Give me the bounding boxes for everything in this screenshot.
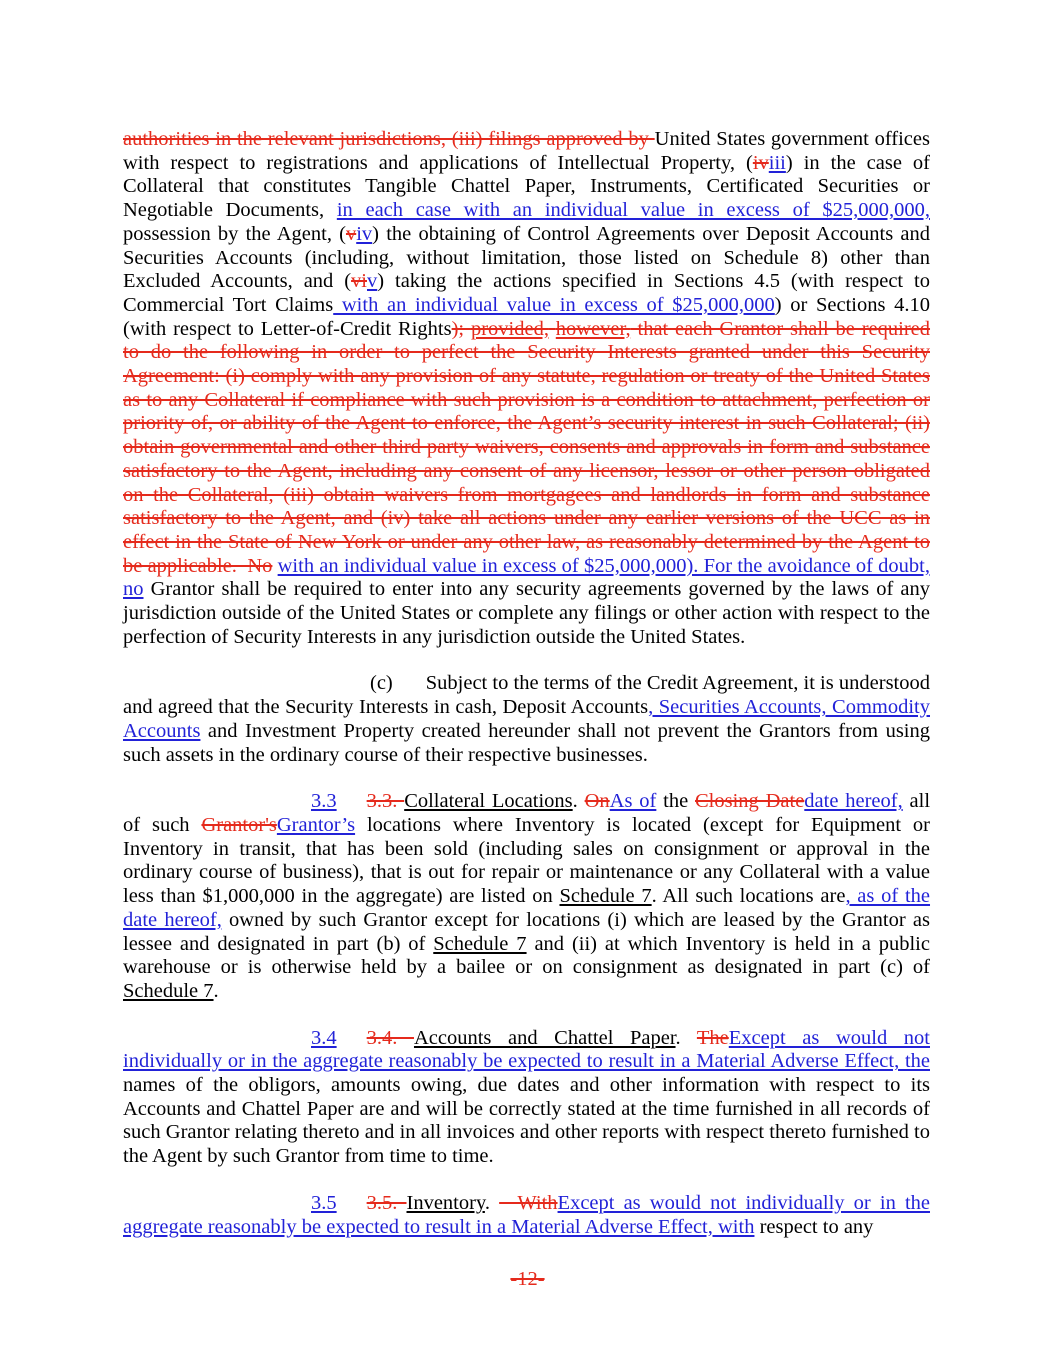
paragraph-perfection-continuation <box>123 128 930 649</box>
deleted-text: Closing Date <box>695 790 805 813</box>
deleted-text: 3.3. <box>366 790 405 813</box>
inserted-text: 3.5 <box>311 1191 337 1214</box>
inserted-text: v <box>367 270 378 293</box>
inserted-text: date hereof, <box>804 790 903 813</box>
inserted-text: 3.3 <box>311 790 337 813</box>
inserted-text: , Securities Accounts, Commodity Accounts <box>123 696 930 742</box>
text-run: Subject to the terms of the Credit Agreement, it is understood and agreed that the Security Interests in cash, Deposit Accounts <box>123 672 930 719</box>
text-run: and (ii) at which Inventory is held in a public warehouse or is otherwise held by a bailee or on consignment as designated in part (c) of <box>123 932 930 979</box>
deleted-text: vi <box>351 270 367 293</box>
text-run: respect to any <box>754 1215 874 1238</box>
inserted-text: Grantor’s <box>276 813 356 836</box>
text-run: the <box>656 790 695 813</box>
inserted-text: iv <box>356 222 373 245</box>
deleted-underlined-text: however, <box>555 317 631 340</box>
underlined-text: Schedule 7 <box>559 885 652 908</box>
deleted-text: iv <box>752 151 769 174</box>
deleted-text: On <box>584 790 610 813</box>
underlined-text: Accounts and Chattel Paper <box>413 1026 676 1049</box>
underlined-text: Inventory <box>406 1191 485 1214</box>
text-run: ) in the case of Collateral that constitutes Tangible Chattel Paper, Instruments, Certificated Securities or Negotiable Documents, <box>123 151 930 222</box>
text-run: . <box>675 1026 697 1049</box>
deleted-underlined-text: provided, <box>470 317 549 340</box>
inserted-text: Except as would not individually or in the aggregate reasonably be expected to result in a Material Adverse Effect, with <box>123 1191 930 1238</box>
section-3-3-collateral-locations <box>123 790 930 1003</box>
deleted-text: ); <box>451 317 471 340</box>
text-run: . <box>572 790 585 813</box>
underlined-text: Schedule 7 <box>123 979 214 1002</box>
text-run: ) the obtaining of Control Agreements over Deposit Accounts and Securities Accounts (including, without limitation, those listed on Schedule 8) other than Excluded Accounts, and ( <box>123 222 930 293</box>
text-run: ) taking the actions specified in Sections 4.5 (with respect to Commercial Tort Claims <box>123 270 930 316</box>
document-body <box>123 128 930 1262</box>
deleted-text: The <box>696 1026 729 1049</box>
text-run: (c) <box>370 672 393 695</box>
inserted-text: iii <box>768 151 786 174</box>
deleted-text: Grantor's <box>201 813 277 836</box>
inserted-text: in each case with an individual value in excess of $25,000,000, <box>336 199 930 222</box>
section-3-5-inventory <box>123 1192 930 1239</box>
text-run: all of such <box>123 790 931 836</box>
page-footer <box>0 1268 1055 1292</box>
underlined-text: Collateral Locations <box>404 790 573 813</box>
text-run: possession by the Agent, ( <box>123 222 346 245</box>
text-run: . All such locations are <box>651 885 846 908</box>
deleted-text: v <box>345 222 357 245</box>
deleted-text: that each Grantor shall be required to do the following in order to perfect the Security Interests granted under this Security Agreement: (i) comply with any provision of any statute, regulation or treaty of the United States as to any Collateral if compliance with such provision is a condition to attachment, perfection or priority of, or ability of the Agent to enforce, the Agent’s security interest in such Collateral; (ii) obtain governmental and other third party waivers, consents and approvals in form and substance satisfactory to the Agent, including any consent of any licensor, lessor or other person obligated on the Collateral, (iii) obtain waivers from mortgagees and landlords in form and substance satisfactory to the Agent, and (iv) take all actions under any earlier versions of the UCC as in effect in the State of New York or under any other law, as reasonably determined by the Agent to be applicable. No <box>123 317 931 577</box>
text-run: ) or Sections 4.10 (with respect to Letter-of-Credit Rights <box>123 293 931 340</box>
inserted-text: , as of the date hereof, <box>123 885 931 931</box>
text-run: . <box>484 1191 500 1214</box>
section-3-4-accounts-and-chattel-paper <box>123 1027 930 1169</box>
text-run: and Investment Property created hereunder shall not prevent the Grantors from using such assets in the ordinary course of their respective businesses. <box>123 719 930 766</box>
text-run: locations where Inventory is located (except for Equipment or Inventory in transit, that has been sold (including sales on consignment or approval in the ordinary course of business), that is out for repair or maintenance or any Collateral with a value less than $1,000,000 in the aggregate) are listed on <box>123 813 930 908</box>
inserted-text: Except as would not individually or in the aggregate reasonably be expected to result in a Material Adverse Effect, the <box>123 1026 930 1073</box>
deleted-text: authorities in the relevant jurisdictions, (iii) filings approved by <box>123 128 655 150</box>
deleted-text <box>549 318 556 340</box>
inserted-text: with an individual value in excess of $25,000,000). For the avoidance of doubt, no <box>123 554 930 601</box>
deleted-text: 3.4. <box>366 1026 414 1049</box>
inserted-text: with an individual value in excess of $25,000,000 <box>333 293 775 316</box>
text-run: names of the obligors, amounts owing, due dates and other information with respect to its Accounts and Chattel Paper are and will be correctly stated at the time furnished in all records of such Grantor relating thereto and in all invoices and other reports with respect thereto furnished to the Agent by such Grantor from time to time. <box>123 1074 930 1168</box>
inserted-text: As of <box>609 790 657 813</box>
text-run: United States government offices with respect to registrations and applications of Intellectual Property, ( <box>123 128 930 174</box>
underlined-text: Schedule 7 <box>433 932 527 955</box>
text-run: Grantor shall be required to enter into any security agreements governed by the laws of any jurisdiction outside of the United States or complete any filings or other action with respect to the perfection of Security Interests in any jurisdiction outside the United States. <box>123 578 930 648</box>
text-run: owned by such Grantor except for locations (i) which are leased by the Grantor as lessee and designated in part (b) of <box>123 908 930 955</box>
deleted-text: With <box>499 1191 558 1214</box>
deleted-text: 3.5. <box>366 1191 407 1214</box>
text-run: . <box>213 979 219 1002</box>
page-number: -12- <box>510 1268 545 1290</box>
inserted-text: 3.4 <box>311 1026 337 1049</box>
paragraph-c-credit-agreement <box>123 672 930 767</box>
